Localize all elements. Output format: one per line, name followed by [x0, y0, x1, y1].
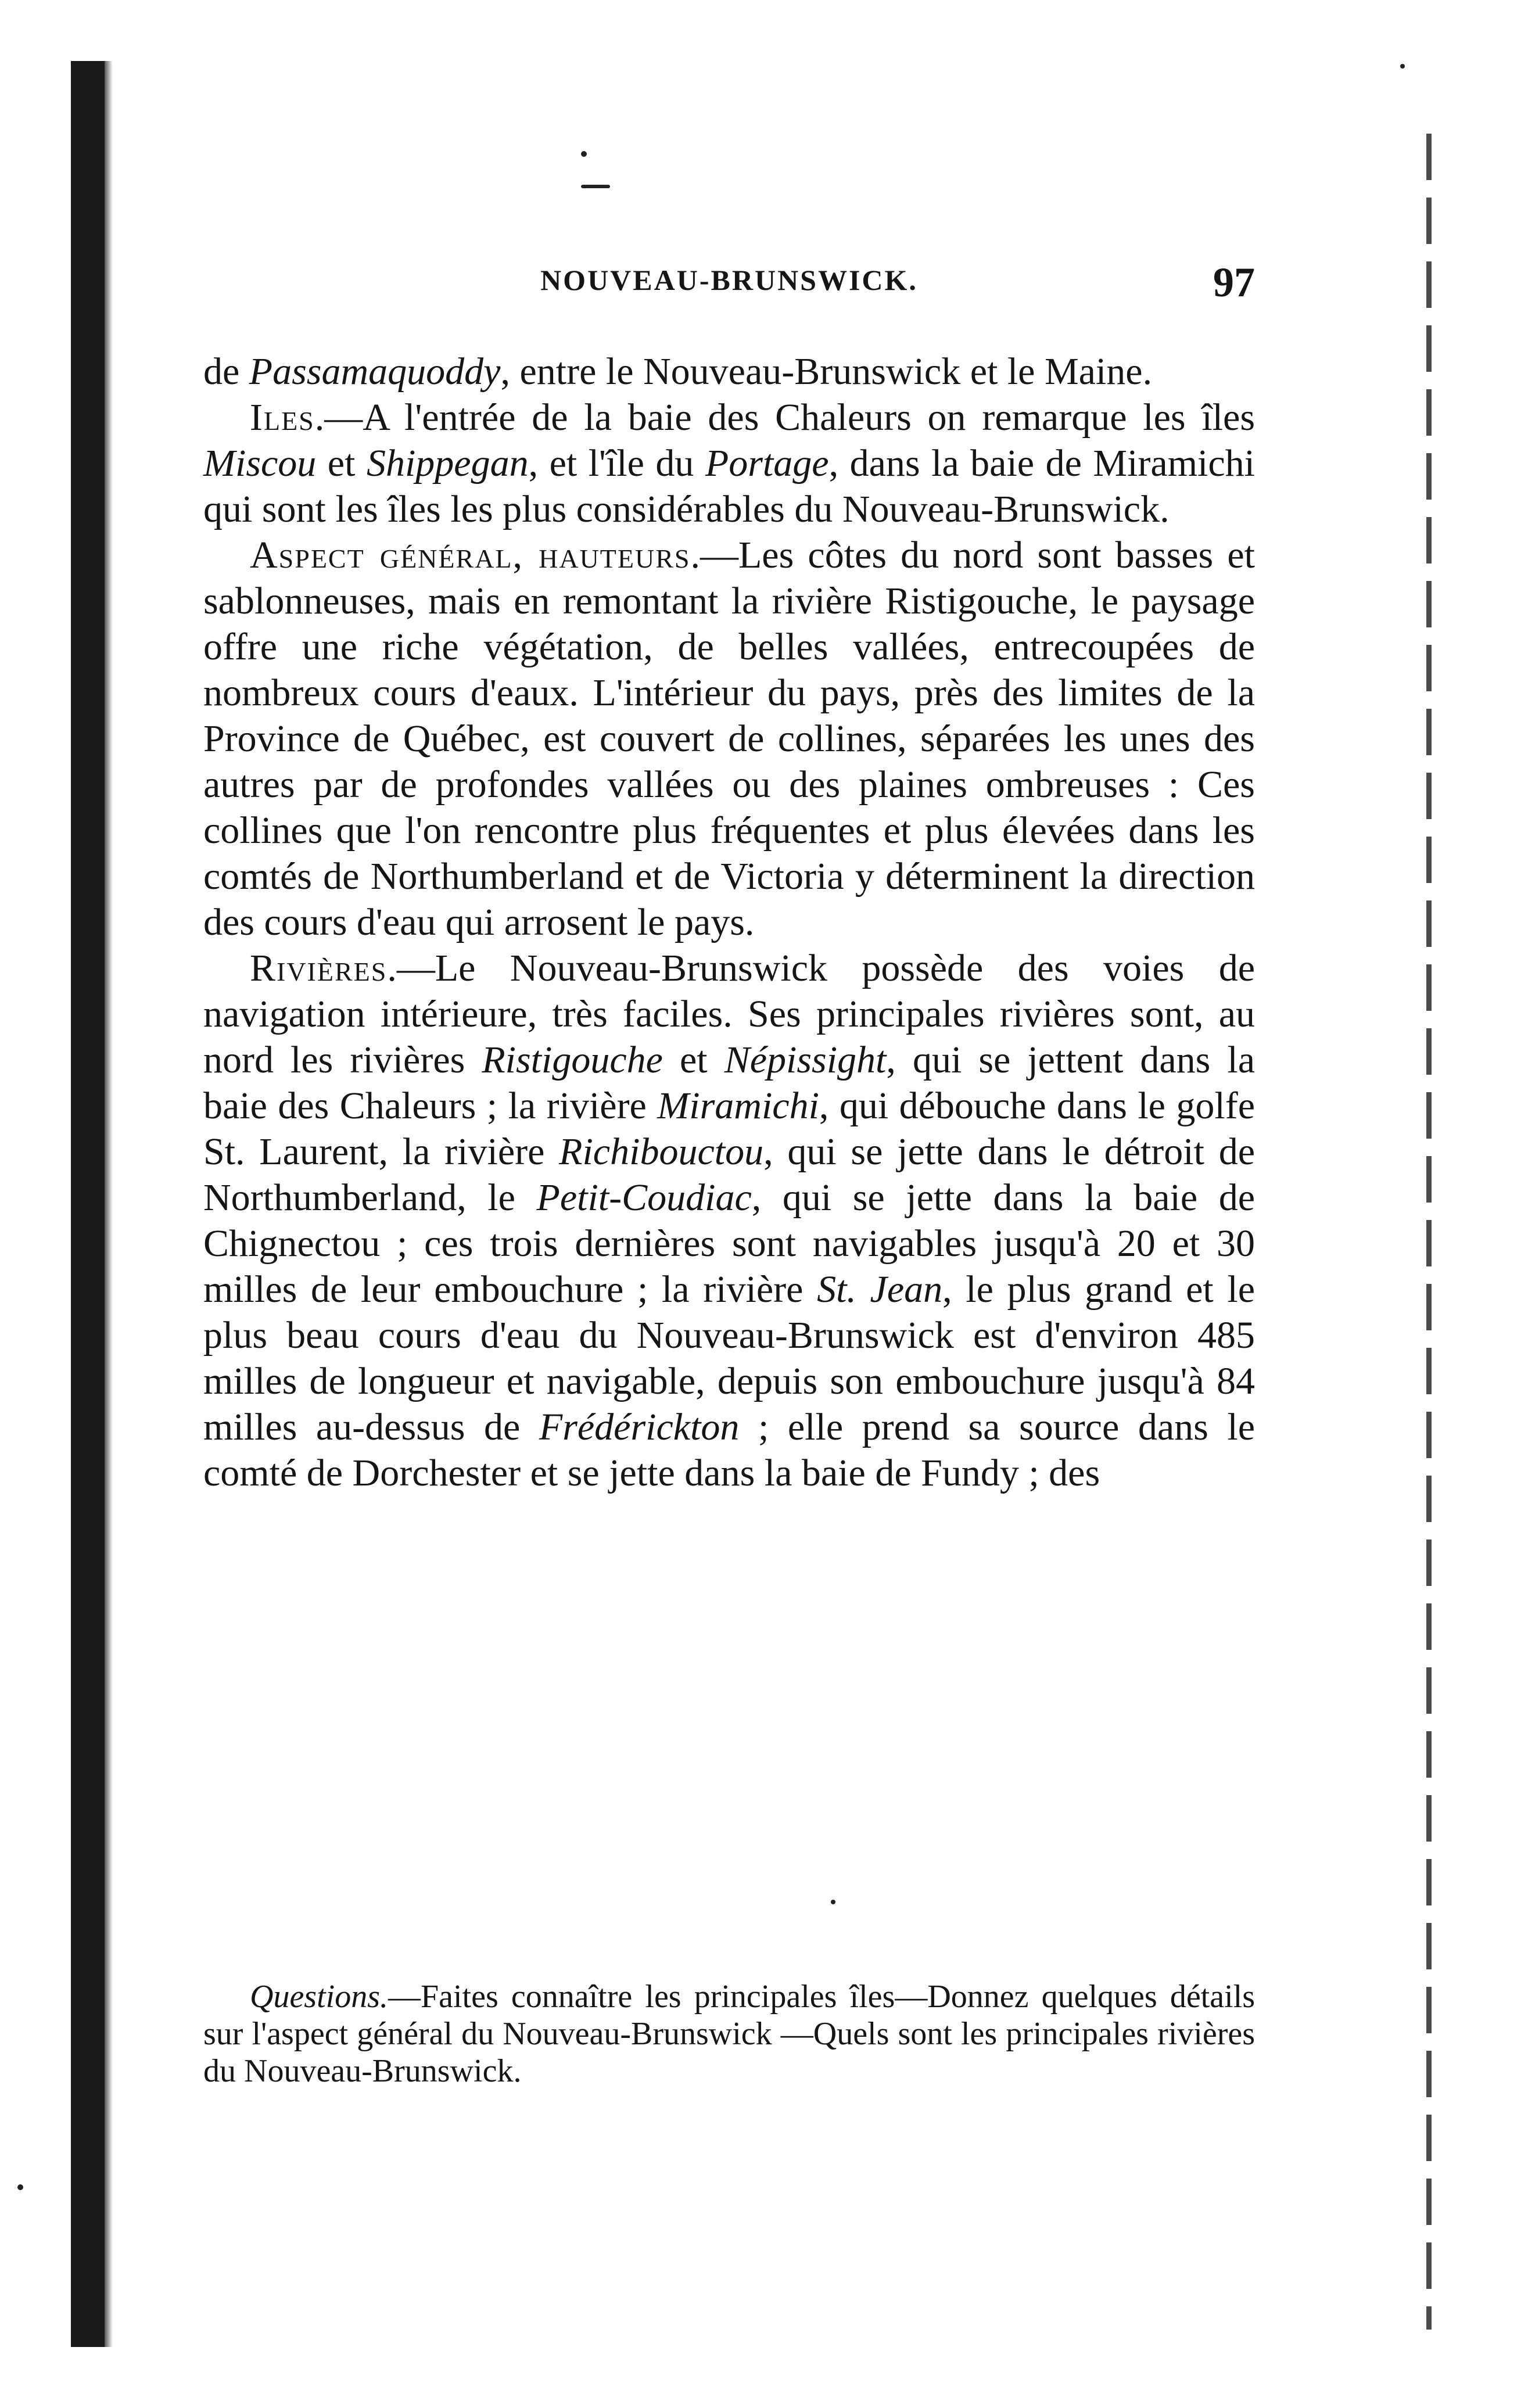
place-name: Richibouctou [559, 1131, 764, 1173]
ink-speck [17, 2184, 23, 2190]
questions-text: —Faites connaître les principales îles—Donnez quelques détails sur l'aspect général du Nouveau-Brunswick —Quels sont les principales rivières du Nouveau-Brunswick. [203, 1979, 1255, 2089]
text-run: .—A l'entrée de la baie des Chaleurs on remarque les îles [314, 396, 1255, 439]
binding-shadow [71, 61, 105, 2347]
place-name: Ristigouche [482, 1039, 663, 1081]
text-run: de [203, 350, 249, 393]
ink-speck [581, 185, 610, 188]
text-run: , dans la baie de Miramichi qui sont les îles les plus considérables du Nouveau-Brunswick. [203, 442, 1255, 530]
binding-shadow-gradient [105, 61, 113, 2347]
place-name: Passamaquoddy [249, 350, 501, 393]
section-heading: Rivières [250, 947, 388, 989]
questions-footnote [203, 1978, 1255, 2090]
text-run: , qui se jette dans la baie de Chignectou ; ces trois dernières sont navigables jusqu'à 20 et 30 milles de leur embouchure ; la rivière [203, 1176, 1255, 1311]
place-name: Petit-Coudiac [536, 1176, 752, 1219]
running-header [203, 259, 1255, 305]
place-name: Miramichi [657, 1085, 819, 1127]
text-run: , qui se jettent dans la baie des Chaleurs ; la rivière [203, 1039, 1255, 1127]
ink-speck [831, 1900, 835, 1904]
paragraph-aspect [203, 532, 1255, 945]
section-heading: Aspect général, hauteurs [250, 534, 691, 576]
text-run: , qui se jette dans le détroit de Northumberland, le [203, 1131, 1255, 1219]
text-run: .—Le Nouveau-Brunswick possède des voies de navigation intérieure, très faciles. Ses principales rivières sont, au nord les rivières [203, 947, 1255, 1081]
paragraph-rivieres [203, 945, 1255, 1496]
paragraph-continuation [203, 349, 1255, 394]
questions-paragraph [203, 1978, 1255, 2090]
paragraph-iles [203, 394, 1255, 532]
place-name: Shippegan [366, 442, 529, 485]
text-run: et [316, 442, 367, 485]
page-edge-marks [1426, 134, 1432, 2330]
ink-speck [1400, 64, 1405, 69]
text-run: , qui débouche dans le golfe St. Laurent, la rivière [203, 1085, 1256, 1173]
place-name: Portage [705, 442, 829, 485]
text-run: ; elle prend sa source dans le comté de Dorchester et se jette dans la baie de Fundy ; des [203, 1406, 1255, 1494]
place-name: St. Jean [817, 1268, 943, 1311]
text-run: .—Les côtes du nord sont basses et sablonneuses, mais en remontant la rivière Ristigouche, le paysage offre une riche végétation, de belles vallées, entrecoupées de nombreux cours d'eaux. L'intérieur du pays, près des limites de la Province de Québec, est couvert de collines, séparées les unes des autres par de profondes vallées ou des plaines ombreuses : Ces collines que l'on rencontre plus fréquentes et plus élevées dans les comtés de Northumberland et de Victoria y déterminent la direction des cours d'eau qui arrosent le pays. [203, 534, 1255, 943]
page-number: 97 [1213, 259, 1255, 306]
place-name: Miscou [203, 442, 317, 485]
ink-speck [581, 151, 587, 157]
text-run: , entre le Nouveau-Brunswick et le Maine. [500, 350, 1153, 393]
place-name: Népissight [724, 1039, 887, 1081]
text-run: et [662, 1039, 724, 1081]
questions-label: Questions. [250, 1979, 388, 2015]
header-title: NOUVEAU-BRUNSWICK. [540, 264, 918, 296]
body-text [203, 349, 1255, 1496]
section-heading: Iles [250, 396, 315, 439]
place-name: Frédérickton [539, 1406, 740, 1448]
text-run: , le plus grand et le plus beau cours d'eau du Nouveau-Brunswick est d'environ 485 milles de longueur et navigable, depuis son embouchure jusqu'à 84 milles au-dessus de [203, 1268, 1255, 1448]
text-run: , et l'île du [528, 442, 705, 485]
